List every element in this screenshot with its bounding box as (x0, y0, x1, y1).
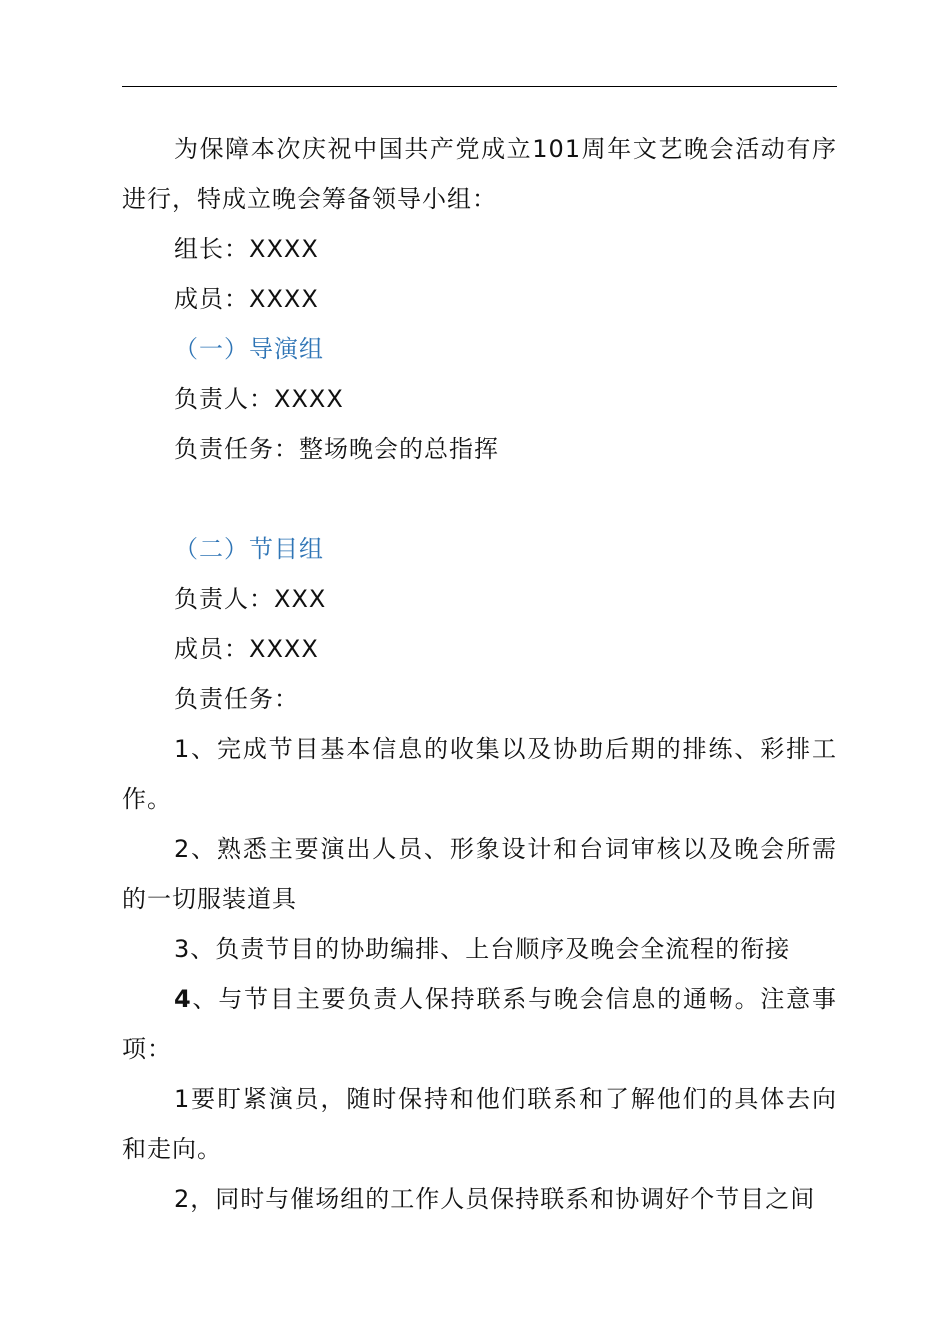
note-1: 1要盯紧演员，随时保持和他们联系和了解他们的具体去向和走向。 (122, 1085, 837, 1163)
section-heading-program: （二）节目组 (174, 535, 324, 563)
header-rule (122, 86, 837, 87)
program-item-4 (122, 974, 837, 1074)
blank-line (122, 474, 837, 524)
members-line: 成员：XXXX (174, 285, 319, 313)
program-responsible-line: 负责人：XXX (174, 585, 327, 613)
intro-paragraph: 为保障本次庆祝中国共产党成立101周年文艺晚会活动有序进行，特成立晚会筹备领导小组： (122, 135, 837, 213)
program-item-3: 3、负责节目的协助编排、上台顺序及晚会全流程的衔接 (174, 935, 791, 963)
program-item-2: 2、熟悉主要演出人员、形象设计和台词审核以及晚会所需的一切服装道具 (122, 835, 837, 913)
program-item-1: 1、完成节目基本信息的收集以及协助后期的排练、彩排工作。 (122, 735, 837, 813)
program-members-line: 成员：XXXX (174, 635, 319, 663)
leader-line: 组长：XXXX (174, 235, 319, 263)
document-body (122, 124, 837, 1224)
item-4-number: 4 (174, 985, 192, 1013)
directing-task-line: 负责任务：整场晚会的总指挥 (174, 435, 499, 463)
directing-responsible-line: 负责人：XXXX (174, 385, 344, 413)
section-heading-directing: （一）导演组 (174, 335, 324, 363)
note-2: 2，同时与催场组的工作人员保持联系和协调好个节目之间 (174, 1185, 816, 1213)
item-4-text: 、与节目主要负责人保持联系与晚会信息的通畅。注意事项： (122, 985, 837, 1063)
program-task-label: 负责任务： (174, 685, 299, 713)
